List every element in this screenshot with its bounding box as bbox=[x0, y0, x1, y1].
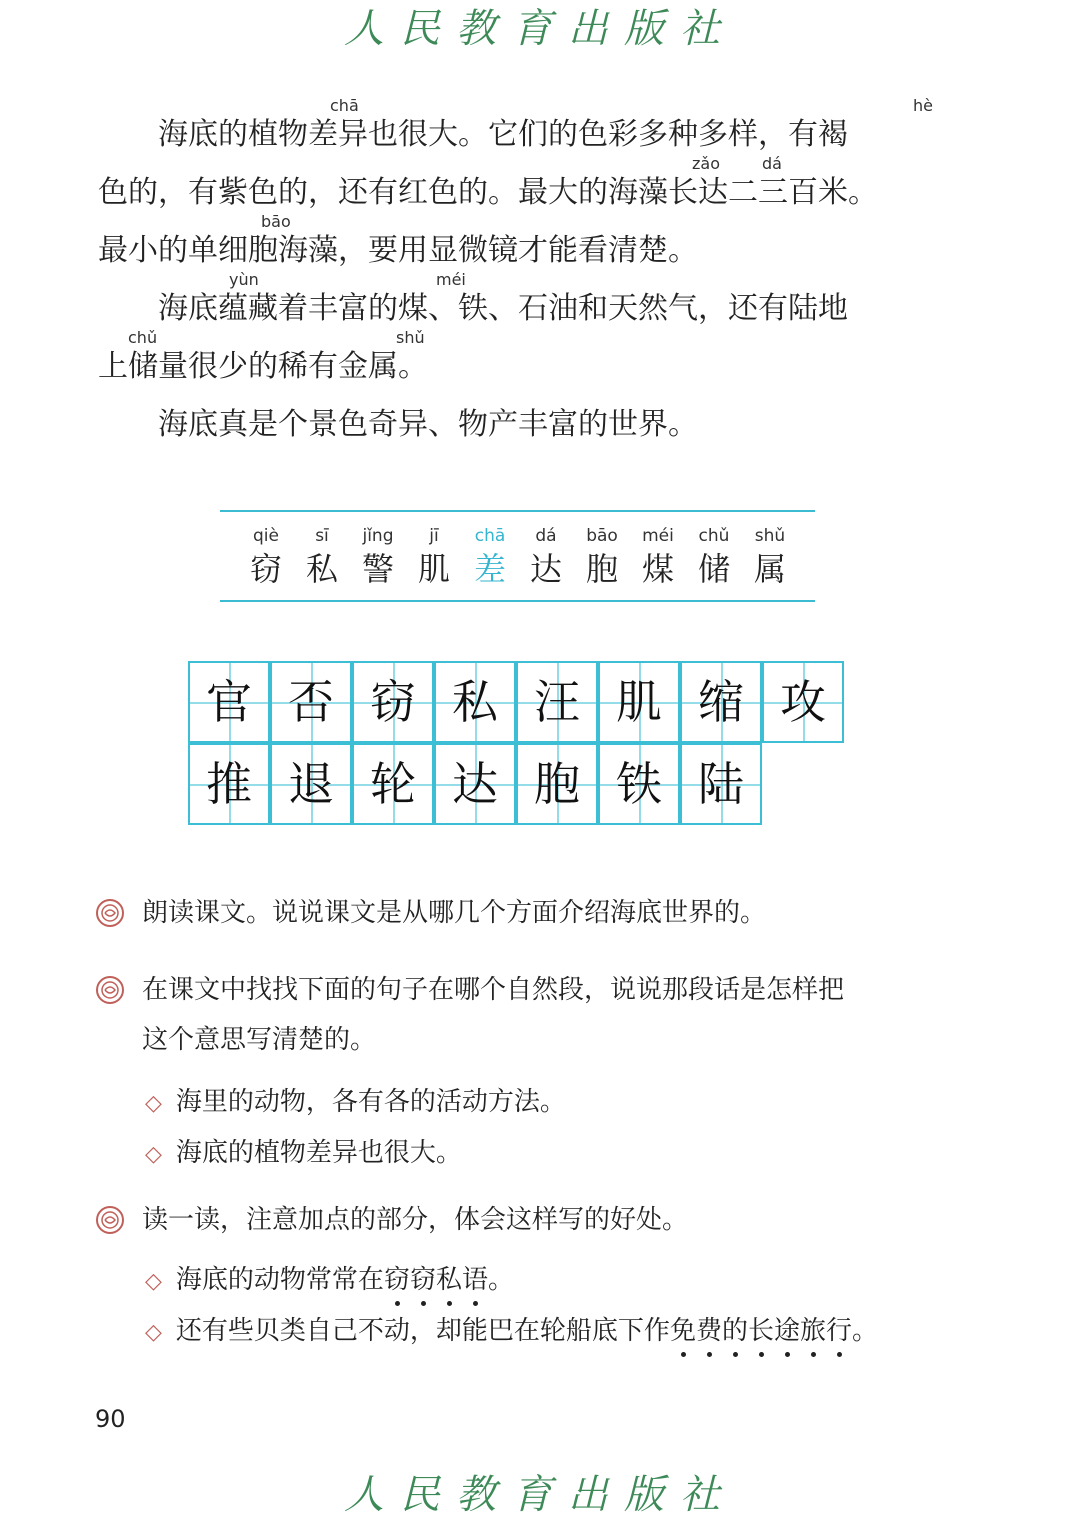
passage-line: 海底蕴藏着丰富的煤、铁、石油和天然气，还有陆地 bbox=[98, 291, 848, 326]
vocab-top-rule bbox=[220, 510, 815, 512]
sentence-item: ◇ 海底的植物差异也很大。 bbox=[145, 1138, 462, 1168]
dotted-char: 免 bbox=[670, 1311, 696, 1351]
grid-cell: 推 bbox=[188, 743, 270, 825]
seal-icon bbox=[95, 898, 125, 928]
question-1: 朗读课文。说说课文是从哪几个方面介绍海底世界的。 bbox=[142, 898, 767, 928]
publisher-header: 人民教育出版社 bbox=[344, 6, 736, 52]
grid-cell: 退 bbox=[270, 743, 352, 825]
dotted-char: 语 bbox=[462, 1260, 488, 1300]
dotted-char: 私 bbox=[436, 1260, 462, 1300]
dotted-char: 窃 bbox=[410, 1260, 436, 1300]
dotted-char: 途 bbox=[774, 1311, 800, 1351]
diamond-bullet-icon: ◇ bbox=[145, 1091, 162, 1116]
pinyin-annotation: dá bbox=[762, 154, 782, 173]
grid-cell: 窃 bbox=[352, 661, 434, 743]
grid-cell: 攻 bbox=[762, 661, 844, 743]
vocab-item: jī 肌 bbox=[417, 526, 450, 588]
grid-cell: 肌 bbox=[598, 661, 680, 743]
grid-cell: 达 bbox=[434, 743, 516, 825]
vocab-item: qiè 窃 bbox=[249, 526, 282, 588]
question-2-cont: 这个意思写清楚的。 bbox=[142, 1025, 377, 1055]
vocab-item: sī 私 bbox=[305, 526, 338, 588]
vocab-item-highlight: chā 差 bbox=[473, 526, 506, 588]
pinyin-annotation: méi bbox=[436, 270, 466, 289]
pinyin-annotation: yùn bbox=[229, 270, 259, 289]
grid-cell: 否 bbox=[270, 661, 352, 743]
passage-line: 上储量很少的稀有金属。 bbox=[98, 349, 428, 384]
pinyin-annotation: hè bbox=[913, 96, 933, 115]
dotted-char: 费 bbox=[696, 1311, 722, 1351]
dotted-char: 行 bbox=[826, 1311, 852, 1351]
pinyin-annotation: bāo bbox=[261, 212, 291, 231]
vocab-item: jǐng 警 bbox=[361, 526, 394, 588]
diamond-bullet-icon: ◇ bbox=[145, 1269, 162, 1294]
vocab-item: bāo 胞 bbox=[585, 526, 618, 588]
question-3: 读一读，注意加点的部分，体会这样写的好处。 bbox=[142, 1205, 689, 1235]
diamond-bullet-icon: ◇ bbox=[145, 1320, 162, 1345]
seal-icon bbox=[95, 975, 125, 1005]
grid-cell: 轮 bbox=[352, 743, 434, 825]
sentence-item: ◇ 海底的动物常常在窃窃私语。 bbox=[145, 1260, 514, 1302]
page-number: 90 bbox=[95, 1405, 126, 1433]
vocab-item: dá 达 bbox=[529, 526, 562, 588]
dotted-char: 的 bbox=[722, 1311, 748, 1351]
passage-line: 最小的单细胞海藻，要用显微镜才能看清楚。 bbox=[98, 233, 698, 268]
passage-line: 海底的植物差异也很大。它们的色彩多种多样，有褐 bbox=[98, 117, 848, 152]
publisher-footer: 人民教育出版社 bbox=[344, 1472, 736, 1518]
pinyin-annotation: chā bbox=[330, 96, 359, 115]
pinyin-annotation: shǔ bbox=[396, 328, 425, 347]
grid-cell: 私 bbox=[434, 661, 516, 743]
pinyin-annotation: zǎo bbox=[692, 154, 720, 173]
dotted-char: 长 bbox=[748, 1311, 774, 1351]
grid-cell: 铁 bbox=[598, 743, 680, 825]
pinyin-annotation: chǔ bbox=[128, 328, 158, 347]
diamond-bullet-icon: ◇ bbox=[145, 1142, 162, 1167]
seal-icon bbox=[95, 1205, 125, 1235]
passage-line: 色的，有紫色的，还有红色的。最大的海藻长达二三百米。 bbox=[98, 175, 878, 210]
vocab-bottom-rule bbox=[220, 600, 815, 602]
grid-cell: 缩 bbox=[680, 661, 762, 743]
grid-cell: 汪 bbox=[516, 661, 598, 743]
sentence-item: ◇ 海里的动物，各有各的活动方法。 bbox=[145, 1087, 566, 1117]
sentence-item: ◇ 还有些贝类自己不动，却能巴在轮船底下作免费的长途旅行。 bbox=[145, 1311, 878, 1353]
vocab-item: méi 煤 bbox=[641, 526, 674, 588]
grid-cell: 官 bbox=[188, 661, 270, 743]
passage-line: 海底真是个景色奇异、物产丰富的世界。 bbox=[98, 407, 698, 442]
grid-cell: 胞 bbox=[516, 743, 598, 825]
vocab-item: chǔ 储 bbox=[697, 526, 730, 588]
grid-cell: 陆 bbox=[680, 743, 762, 825]
vocab-item: shǔ 属 bbox=[753, 526, 786, 588]
question-2: 在课文中找找下面的句子在哪个自然段，说说那段话是怎样把 bbox=[142, 975, 845, 1005]
dotted-char: 旅 bbox=[800, 1311, 826, 1351]
dotted-char: 窃 bbox=[384, 1260, 410, 1300]
